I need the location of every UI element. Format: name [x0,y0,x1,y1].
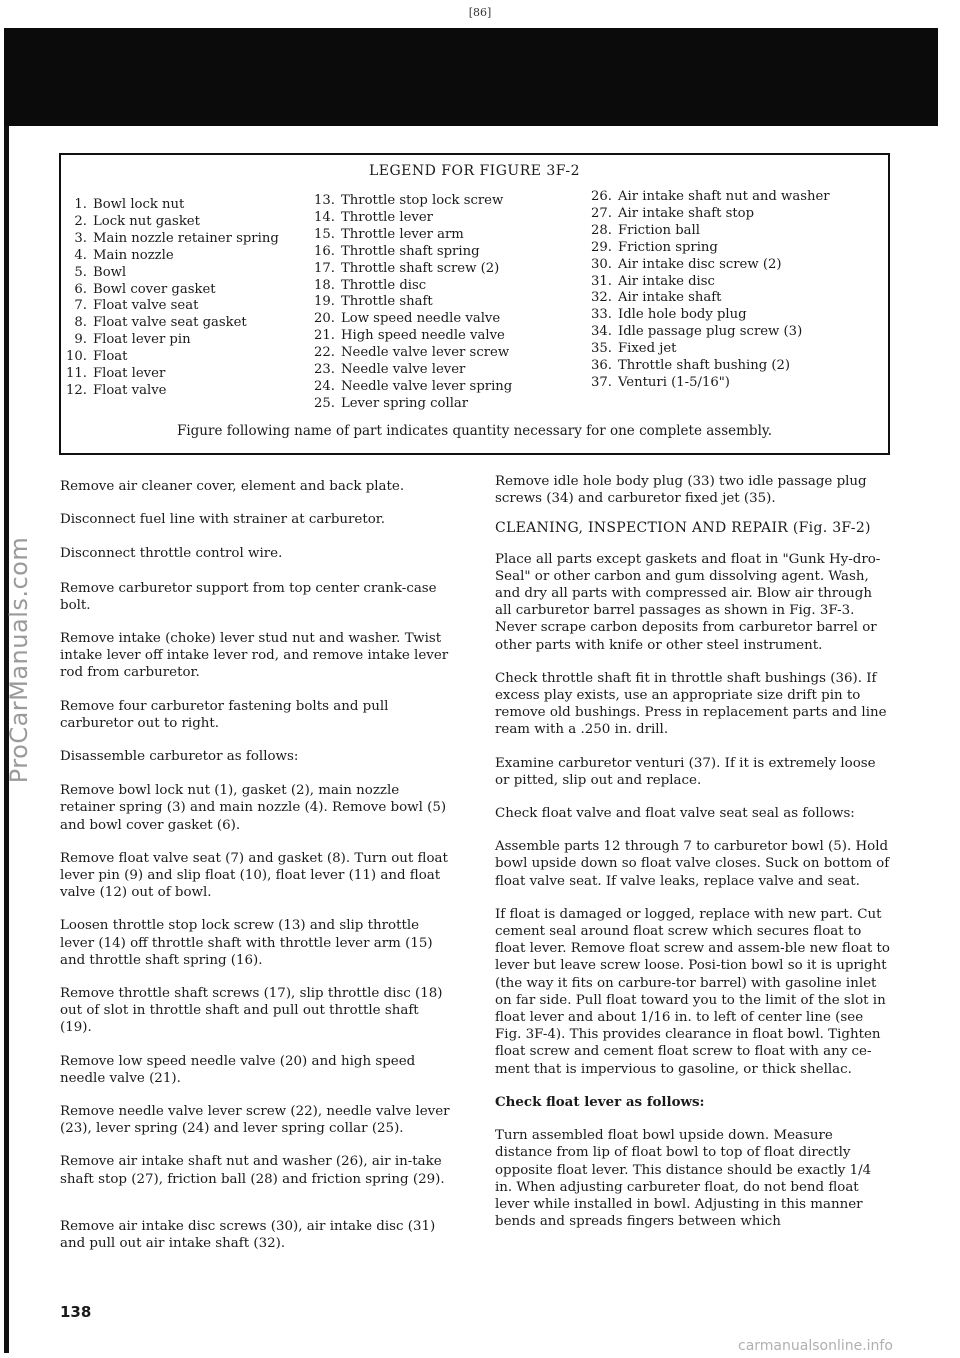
legend-item [63,383,279,400]
legend-item [588,257,830,274]
legend-item-label: Bowl cover gasket [93,281,216,297]
legend-item-label: Float valve seat gasket [93,315,247,331]
legend-item-label: Friction spring [618,239,718,255]
paragraph: If float is damaged or logged, replace with new part. Cut cement seal around float screw which secures float to float lever. Remove float screw and assem-ble new float to lever but leave screw loose. Posi-tion bowl so it is upright (the way it fits on carbure-tor barrel) with gasoline inlet on far side. Pull float toward you to the limit of the slot in float lever and about 1/16 in. to left of center line (see Fig. 3F-4). This provides clearance in float bowl. Tighten float screw and cement float screw to float with any ce-ment that is impervious to gasoline, or thick shellac. [495,906,890,1077]
legend-item [63,349,279,366]
legend-item-number: 25. [314,395,335,411]
legend-item-number: 31. [591,273,612,289]
header-black-band [4,28,938,126]
legend-item [63,231,279,248]
legend-item [588,240,830,257]
legend-item-label: Needle valve lever screw [341,345,510,361]
legend-item [311,261,512,278]
legend-column-1 [63,197,279,400]
legend-item-label: Float [93,349,128,365]
legend-item-label: Air intake disc screw (2) [618,256,782,272]
legend-item-label: Float lever [93,366,166,382]
legend-item-label: Needle valve lever spring [341,378,513,394]
legend-item-label: Idle hole body plug [618,307,747,323]
paragraph: Loosen throttle stop lock screw (13) and slip throttle lever (14) off throttle shaft with throttle lever arm (15) and throttle shaft spring (16). [60,918,433,968]
legend-item-number: 32. [591,290,612,306]
left-text-column [60,478,452,1252]
legend-item-number: 18. [314,277,335,293]
legend-item [63,282,279,299]
legend-item-number: 17. [314,260,335,276]
legend-item-number: 36. [591,358,612,374]
legend-item-label: Throttle shaft screw (2) [341,260,500,276]
legend-item [311,311,512,328]
paragraph: Remove air cleaner cover, element and back plate. [60,479,405,494]
legend-item-label: Venturi (1-5/16") [618,374,730,390]
legend-item-label: Throttle stop lock screw [341,193,504,208]
paragraph: Disconnect fuel line with strainer at carburetor. [60,512,385,528]
paragraph: Turn assembled float bowl upside down. Measure distance from lip of float bowl to top of float directly opposite float lever. This distance should be exactly 1/4 in. When adjusting carbureter float, do not bend float lever while installed in bowl. Adjusting in this manner bends and spreads fingers between which [495,1128,872,1230]
legend-item-number: 28. [591,222,612,238]
paragraph: Remove intake (choke) lever stud nut and washer. Twist intake lever off intake lever rod, and remove intake lever rod from carburetor. [60,631,449,681]
paragraph: Remove float valve seat (7) and gasket (8). Turn out float lever pin (9) and slip float (10), float lever (11) and float valve (12) out of bowl. [60,850,448,901]
legend-item-label: Lever spring collar [341,395,469,411]
legend-item-number: 2. [74,213,87,229]
legend-item-label: Air intake disc [618,273,715,289]
legend-item-number: 15. [314,226,335,242]
legend-item [588,223,830,240]
legend-item-number: 20. [314,311,335,327]
legend-item-label: Float lever pin [93,332,191,348]
legend-item-number: 16. [314,243,335,259]
paragraph: Remove four carburetor fastening bolts and pull carburetor out to right. [60,698,389,731]
legend-box [59,153,890,455]
legend-item-label: Throttle disc [341,277,427,293]
legend-item [588,274,830,291]
legend-title: LEGEND FOR FIGURE 3F-2 [368,163,581,179]
legend-item [63,197,279,214]
legend-item-label: Throttle shaft spring [341,243,480,259]
legend-item-number: 3. [74,230,87,246]
legend-item-label: High speed needle valve [341,328,505,344]
legend-item-label: Air intake shaft nut and washer [618,189,830,204]
legend-item-number: 8. [74,315,87,331]
legend-item-label: Air intake shaft stop [618,205,755,221]
legend-item-number: 30. [591,256,612,272]
legend-note: Figure following name of part indicates quantity necessary for one complete assembly. [176,423,773,439]
legend-item-number: 22. [314,345,335,361]
paragraph: Disassemble carburetor as follows: [60,749,299,765]
legend-item [588,189,830,206]
legend-item-label: Throttle shaft bushing (2) [618,358,791,374]
legend-item [588,206,830,223]
legend-column-3 [588,189,830,392]
legend-item-number: 10. [66,349,87,365]
legend-item-label: Bowl lock nut [93,197,185,212]
legend-item [311,294,512,311]
legend-item-number: 7. [74,298,87,314]
paragraph: Check throttle shaft fit in throttle shaft bushings (36). If excess play exists, use an appropriate size drift pin to remove old bushings. Press in replacement parts and line ream with a .250 in. drill. [495,670,887,738]
legend-item-number: 29. [591,239,612,255]
legend-item-number: 37. [591,374,612,390]
legend-item-number: 26. [591,189,612,204]
legend-item [311,362,512,379]
legend-item-number: 33. [591,307,612,323]
side-watermark-text: ProCarManuals.com [5,536,33,784]
paragraph: Check float valve and float valve seat seal as follows: [495,806,855,822]
legend-item-number: 24. [314,378,335,394]
legend-item-number: 12. [66,382,87,398]
paragraph: Remove idle hole body plug (33) two idle passage plug screws (34) and carburetor fixed jet (35). [495,474,867,507]
legend-item [63,366,279,383]
paragraph: Remove low speed needle valve (20) and high speed needle valve (21). [60,1053,416,1086]
legend-item-number: 11. [66,366,87,382]
legend-item-number: 27. [591,205,612,221]
legend-item [311,193,512,210]
page-number: 138 [60,1303,92,1321]
legend-item-label: Throttle lever arm [341,226,464,242]
legend-item [311,244,512,261]
paragraph: Remove needle valve lever screw (22), needle valve lever (23), lever spring (24) and lever spring collar (25). [60,1104,450,1137]
legend-item [63,315,279,332]
paragraph: Remove carburetor support from top center crank-case bolt. [60,580,437,613]
legend-item-number: 4. [74,247,87,263]
page-header-label: [86] [468,6,492,19]
legend-item [63,265,279,282]
legend-item [311,227,512,244]
legend-item-number: 14. [314,209,335,225]
legend-item [311,210,512,227]
legend-item-label: Low speed needle valve [341,311,501,327]
legend-item [311,379,512,396]
side-watermark [2,536,36,784]
legend-item-number: 35. [591,341,612,357]
legend-item-number: 6. [74,281,87,297]
bottom-watermark: carmanualsonline.info [738,1338,893,1354]
legend-item [588,358,830,375]
legend-item [311,396,512,413]
legend-item-label: Lock nut gasket [93,213,200,229]
legend-item-label: Fixed jet [618,341,677,357]
legend-item-label: Needle valve lever [341,362,466,378]
legend-column-2 [311,193,512,413]
legend-item-label: Float valve seat [93,298,199,314]
legend-item [63,298,279,315]
legend-item [63,332,279,349]
paragraph: Remove air intake shaft nut and washer (26), air in-take shaft stop (27), friction ball (28) and friction spring (29). [60,1154,445,1187]
legend-item-label: Idle passage plug screw (3) [618,324,803,340]
legend-item-number: 21. [314,328,335,344]
legend-item [588,341,830,358]
paragraph: Remove bowl lock nut (1), gasket (2), main nozzle retainer spring (3) and main nozzle (4). Remove bowl (5) and bowl cover gasket (6). [60,783,447,833]
legend-item [311,278,512,295]
legend-item-label: Friction ball [618,222,700,238]
legend-item [588,375,830,392]
paragraph: Remove throttle shaft screws (17), slip throttle disc (18) out of slot in throttle shaft and pull out throttle shaft (19). [60,986,443,1036]
legend-item-number: 1. [74,197,87,212]
legend-item-label: Float valve [93,382,167,398]
legend-item-number: 13. [314,193,335,208]
legend-item [311,345,512,362]
legend-item-number: 23. [314,362,335,378]
legend-item-label: Main nozzle retainer spring [93,230,279,246]
legend-item-label: Throttle lever [341,209,433,225]
paragraph: Remove air intake disc screws (30), air intake disc (31) and pull out air intake shaft (32). [60,1218,436,1252]
legend-item-label: Bowl [93,264,127,280]
legend-item-label: Air intake shaft [618,290,722,306]
legend-item [311,328,512,345]
legend-item [588,290,830,307]
legend-item-number: 9. [74,332,87,348]
right-text-column [495,473,890,1230]
paragraph: Disconnect throttle control wire. [60,546,283,562]
paragraph: Place all parts except gaskets and float in "Gunk Hy-dro-Seal" or other carbon and gum dissolving agent. Wash, and dry all parts with compressed air. Blow air through all carburetor barrel passages as shown in Fig. 3F-3. Never scrape carbon deposits from carburetor barrel or other parts with knife or other steel instrument. [495,551,881,653]
legend-item-label: Main nozzle [93,247,174,263]
legend-item [63,214,279,231]
legend-item [588,324,830,341]
legend-item [588,307,830,324]
legend-item-label: Throttle shaft [341,294,433,310]
subheading: Check float lever as follows: [495,1093,705,1110]
paragraph: Examine carburetor venturi (37). If it is extremely loose or pitted, slip out and replace. [495,755,876,788]
paragraph: Assemble parts 12 through 7 to carburetor bowl (5). Hold bowl upside down so float valve closes. Suck on bottom of float valve seat. If valve leaks, replace valve and seat. [495,839,890,889]
section-heading: CLEANING, INSPECTION AND REPAIR (Fig. 3F-2) [495,520,871,537]
legend-item-number: 34. [591,324,612,340]
legend-item-number: 5. [74,264,87,280]
legend-item-number: 19. [314,294,335,310]
legend-item [63,248,279,265]
